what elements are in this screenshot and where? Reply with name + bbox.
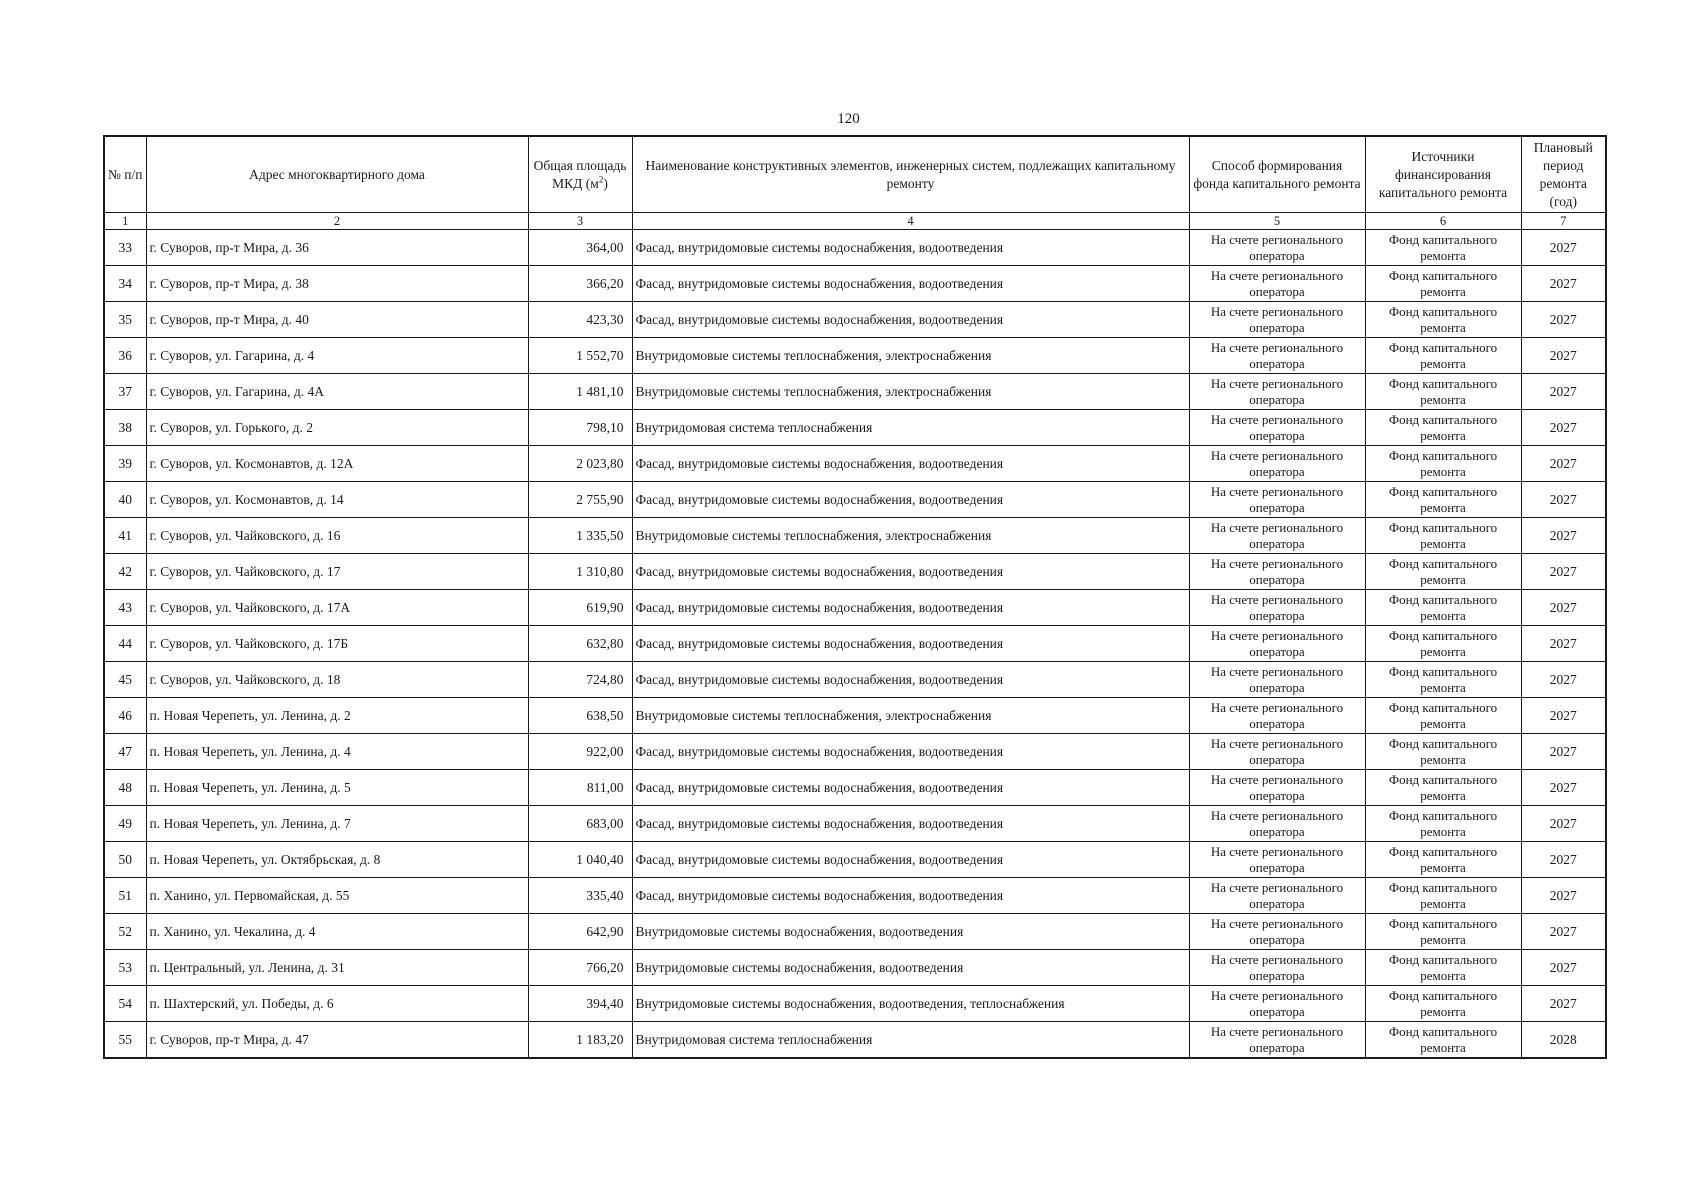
row-address: г. Суворов, ул. Горького, д. 2 bbox=[146, 410, 528, 446]
table-row bbox=[104, 698, 1606, 734]
column-number: 7 bbox=[1521, 213, 1606, 230]
column-number: 2 bbox=[146, 213, 528, 230]
table-row bbox=[104, 734, 1606, 770]
row-elements: Фасад, внутридомовые системы водоснабжения, водоотведения bbox=[632, 302, 1189, 338]
row-source: Фонд капитального ремонта bbox=[1365, 554, 1521, 590]
row-address: г. Суворов, пр-т Мира, д. 38 bbox=[146, 266, 528, 302]
row-year: 2028 bbox=[1521, 1022, 1606, 1059]
row-address: п. Ханино, ул. Чекалина, д. 4 bbox=[146, 914, 528, 950]
header-method: Способ формирования фонда капитального ремонта bbox=[1189, 136, 1365, 213]
row-method: На счете регионального оператора bbox=[1189, 482, 1365, 518]
header-area-close: ) bbox=[603, 175, 608, 191]
row-number: 35 bbox=[104, 302, 146, 338]
row-method: На счете регионального оператора bbox=[1189, 914, 1365, 950]
row-area: 1 040,40 bbox=[528, 842, 632, 878]
row-number: 55 bbox=[104, 1022, 146, 1059]
row-method: На счете регионального оператора bbox=[1189, 626, 1365, 662]
row-year: 2027 bbox=[1521, 410, 1606, 446]
row-method: На счете регионального оператора bbox=[1189, 878, 1365, 914]
row-source: Фонд капитального ремонта bbox=[1365, 446, 1521, 482]
row-year: 2027 bbox=[1521, 734, 1606, 770]
row-source: Фонд капитального ремонта bbox=[1365, 230, 1521, 266]
row-number: 42 bbox=[104, 554, 146, 590]
header-address: Адрес многоквартирного дома bbox=[146, 136, 528, 213]
row-method: На счете регионального оператора bbox=[1189, 266, 1365, 302]
row-address: г. Суворов, пр-т Мира, д. 47 bbox=[146, 1022, 528, 1059]
row-elements: Внутридомовая система теплоснабжения bbox=[632, 1022, 1189, 1059]
row-address: г. Суворов, ул. Космонавтов, д. 14 bbox=[146, 482, 528, 518]
row-number: 33 bbox=[104, 230, 146, 266]
row-method: На счете регионального оператора bbox=[1189, 302, 1365, 338]
row-number: 49 bbox=[104, 806, 146, 842]
row-method: На счете регионального оператора bbox=[1189, 230, 1365, 266]
table-row bbox=[104, 1022, 1606, 1059]
row-area: 632,80 bbox=[528, 626, 632, 662]
row-address: п. Новая Черепеть, ул. Ленина, д. 4 bbox=[146, 734, 528, 770]
row-elements: Фасад, внутридомовые системы водоснабжения, водоотведения bbox=[632, 266, 1189, 302]
repair-register-table bbox=[103, 135, 1607, 1059]
row-area: 638,50 bbox=[528, 698, 632, 734]
column-number: 3 bbox=[528, 213, 632, 230]
row-number: 34 bbox=[104, 266, 146, 302]
row-address: г. Суворов, ул. Чайковского, д. 17 bbox=[146, 554, 528, 590]
row-area: 1 183,20 bbox=[528, 1022, 632, 1059]
row-address: п. Новая Черепеть, ул. Ленина, д. 2 bbox=[146, 698, 528, 734]
row-year: 2027 bbox=[1521, 338, 1606, 374]
row-elements: Внутридомовые системы теплоснабжения, электроснабжения bbox=[632, 374, 1189, 410]
row-area: 619,90 bbox=[528, 590, 632, 626]
row-area: 766,20 bbox=[528, 950, 632, 986]
row-year: 2027 bbox=[1521, 878, 1606, 914]
row-source: Фонд капитального ремонта bbox=[1365, 302, 1521, 338]
row-area: 366,20 bbox=[528, 266, 632, 302]
row-elements: Фасад, внутридомовые системы водоснабжения, водоотведения bbox=[632, 878, 1189, 914]
table-row bbox=[104, 662, 1606, 698]
row-number: 50 bbox=[104, 842, 146, 878]
row-address: п. Шахтерский, ул. Победы, д. 6 bbox=[146, 986, 528, 1022]
table-row bbox=[104, 482, 1606, 518]
row-source: Фонд капитального ремонта bbox=[1365, 626, 1521, 662]
row-number: 39 bbox=[104, 446, 146, 482]
table-row bbox=[104, 986, 1606, 1022]
row-year: 2027 bbox=[1521, 950, 1606, 986]
row-elements: Фасад, внутридомовые системы водоснабжения, водоотведения bbox=[632, 626, 1189, 662]
row-source: Фонд капитального ремонта bbox=[1365, 374, 1521, 410]
row-address: г. Суворов, пр-т Мира, д. 40 bbox=[146, 302, 528, 338]
row-source: Фонд капитального ремонта bbox=[1365, 842, 1521, 878]
header-area-text: Общая площадь МКД (м bbox=[533, 157, 627, 191]
row-method: На счете регионального оператора bbox=[1189, 374, 1365, 410]
header-source: Источники финансирования капитального ремонта bbox=[1365, 136, 1521, 213]
row-elements: Фасад, внутридомовые системы водоснабжения, водоотведения bbox=[632, 230, 1189, 266]
row-area: 335,40 bbox=[528, 878, 632, 914]
table-row bbox=[104, 878, 1606, 914]
row-address: г. Суворов, ул. Гагарина, д. 4 bbox=[146, 338, 528, 374]
row-elements: Фасад, внутридомовые системы водоснабжения, водоотведения bbox=[632, 806, 1189, 842]
table-row bbox=[104, 950, 1606, 986]
row-method: На счете регионального оператора bbox=[1189, 518, 1365, 554]
table-header bbox=[104, 136, 1606, 230]
column-number: 1 bbox=[104, 213, 146, 230]
row-source: Фонд капитального ремонта bbox=[1365, 482, 1521, 518]
row-source: Фонд капитального ремонта bbox=[1365, 1022, 1521, 1059]
row-number: 54 bbox=[104, 986, 146, 1022]
row-method: На счете регионального оператора bbox=[1189, 590, 1365, 626]
row-elements: Внутридомовые системы теплоснабжения, электроснабжения bbox=[632, 698, 1189, 734]
row-year: 2027 bbox=[1521, 806, 1606, 842]
row-source: Фонд капитального ремонта bbox=[1365, 698, 1521, 734]
row-area: 364,00 bbox=[528, 230, 632, 266]
header-elements: Наименование конструктивных элементов, инженерных систем, подлежащих капитальному ремонту bbox=[632, 136, 1189, 213]
row-area: 922,00 bbox=[528, 734, 632, 770]
row-method: На счете регионального оператора bbox=[1189, 410, 1365, 446]
row-year: 2027 bbox=[1521, 986, 1606, 1022]
row-year: 2027 bbox=[1521, 842, 1606, 878]
row-year: 2027 bbox=[1521, 518, 1606, 554]
row-elements: Фасад, внутридомовые системы водоснабжения, водоотведения bbox=[632, 482, 1189, 518]
row-year: 2027 bbox=[1521, 698, 1606, 734]
header-num: № п/п bbox=[104, 136, 146, 213]
row-source: Фонд капитального ремонта bbox=[1365, 986, 1521, 1022]
row-area: 1 310,80 bbox=[528, 554, 632, 590]
column-number-row bbox=[104, 213, 1606, 230]
row-method: На счете регионального оператора bbox=[1189, 698, 1365, 734]
row-method: На счете регионального оператора bbox=[1189, 950, 1365, 986]
row-year: 2027 bbox=[1521, 914, 1606, 950]
table-row bbox=[104, 266, 1606, 302]
row-number: 37 bbox=[104, 374, 146, 410]
row-method: На счете регионального оператора bbox=[1189, 734, 1365, 770]
header-area-sup: 2 bbox=[598, 174, 604, 184]
row-elements: Фасад, внутридомовые системы водоснабжения, водоотведения bbox=[632, 770, 1189, 806]
row-source: Фонд капитального ремонта bbox=[1365, 806, 1521, 842]
row-area: 811,00 bbox=[528, 770, 632, 806]
row-source: Фонд капитального ремонта bbox=[1365, 338, 1521, 374]
row-source: Фонд капитального ремонта bbox=[1365, 950, 1521, 986]
row-elements: Внутридомовые системы водоснабжения, водоотведения bbox=[632, 950, 1189, 986]
header-period: Плановый период ремонта (год) bbox=[1521, 136, 1606, 213]
row-number: 38 bbox=[104, 410, 146, 446]
row-address: п. Новая Черепеть, ул. Октябрьская, д. 8 bbox=[146, 842, 528, 878]
row-source: Фонд капитального ремонта bbox=[1365, 734, 1521, 770]
row-area: 798,10 bbox=[528, 410, 632, 446]
row-method: На счете регионального оператора bbox=[1189, 770, 1365, 806]
row-number: 40 bbox=[104, 482, 146, 518]
row-elements: Внутридомовые системы теплоснабжения, электроснабжения bbox=[632, 338, 1189, 374]
row-number: 44 bbox=[104, 626, 146, 662]
row-area: 1 552,70 bbox=[528, 338, 632, 374]
row-number: 41 bbox=[104, 518, 146, 554]
row-number: 52 bbox=[104, 914, 146, 950]
row-address: п. Ханино, ул. Первомайская, д. 55 bbox=[146, 878, 528, 914]
row-method: На счете регионального оператора bbox=[1189, 806, 1365, 842]
row-area: 1 481,10 bbox=[528, 374, 632, 410]
column-number: 4 bbox=[632, 213, 1189, 230]
row-number: 36 bbox=[104, 338, 146, 374]
table-row bbox=[104, 914, 1606, 950]
row-number: 53 bbox=[104, 950, 146, 986]
column-number: 5 bbox=[1189, 213, 1365, 230]
row-year: 2027 bbox=[1521, 554, 1606, 590]
row-number: 45 bbox=[104, 662, 146, 698]
column-number: 6 bbox=[1365, 213, 1521, 230]
row-source: Фонд капитального ремонта bbox=[1365, 410, 1521, 446]
row-source: Фонд капитального ремонта bbox=[1365, 590, 1521, 626]
row-address: г. Суворов, ул. Чайковского, д. 17Б bbox=[146, 626, 528, 662]
row-source: Фонд капитального ремонта bbox=[1365, 770, 1521, 806]
row-address: п. Новая Черепеть, ул. Ленина, д. 7 bbox=[146, 806, 528, 842]
row-year: 2027 bbox=[1521, 446, 1606, 482]
row-area: 2 023,80 bbox=[528, 446, 632, 482]
table-row bbox=[104, 770, 1606, 806]
table-row bbox=[104, 446, 1606, 482]
table-row bbox=[104, 590, 1606, 626]
row-year: 2027 bbox=[1521, 770, 1606, 806]
table-row bbox=[104, 806, 1606, 842]
table-body bbox=[104, 230, 1606, 1059]
row-address: г. Суворов, ул. Чайковского, д. 18 bbox=[146, 662, 528, 698]
table-row bbox=[104, 554, 1606, 590]
row-source: Фонд капитального ремонта bbox=[1365, 266, 1521, 302]
row-method: На счете регионального оператора bbox=[1189, 986, 1365, 1022]
row-elements: Фасад, внутридомовые системы водоснабжения, водоотведения bbox=[632, 590, 1189, 626]
row-method: На счете регионального оператора bbox=[1189, 1022, 1365, 1059]
row-address: г. Суворов, ул. Чайковского, д. 16 bbox=[146, 518, 528, 554]
row-number: 46 bbox=[104, 698, 146, 734]
table-row bbox=[104, 302, 1606, 338]
row-method: На счете регионального оператора bbox=[1189, 446, 1365, 482]
row-number: 51 bbox=[104, 878, 146, 914]
row-address: п. Новая Черепеть, ул. Ленина, д. 5 bbox=[146, 770, 528, 806]
row-method: На счете регионального оператора bbox=[1189, 662, 1365, 698]
row-address: г. Суворов, пр-т Мира, д. 36 bbox=[146, 230, 528, 266]
row-elements: Фасад, внутридомовые системы водоснабжения, водоотведения bbox=[632, 734, 1189, 770]
row-year: 2027 bbox=[1521, 266, 1606, 302]
header-row bbox=[104, 136, 1606, 213]
table-row bbox=[104, 518, 1606, 554]
row-number: 48 bbox=[104, 770, 146, 806]
row-elements: Внутридомовые системы теплоснабжения, электроснабжения bbox=[632, 518, 1189, 554]
row-address: п. Центральный, ул. Ленина, д. 31 bbox=[146, 950, 528, 986]
row-source: Фонд капитального ремонта bbox=[1365, 518, 1521, 554]
row-elements: Фасад, внутридомовые системы водоснабжения, водоотведения bbox=[632, 662, 1189, 698]
row-area: 2 755,90 bbox=[528, 482, 632, 518]
row-elements: Фасад, внутридомовые системы водоснабжения, водоотведения bbox=[632, 842, 1189, 878]
row-year: 2027 bbox=[1521, 482, 1606, 518]
row-method: На счете регионального оператора bbox=[1189, 338, 1365, 374]
row-elements: Фасад, внутридомовые системы водоснабжения, водоотведения bbox=[632, 554, 1189, 590]
row-year: 2027 bbox=[1521, 662, 1606, 698]
table-row bbox=[104, 410, 1606, 446]
row-area: 683,00 bbox=[528, 806, 632, 842]
row-address: г. Суворов, ул. Гагарина, д. 4А bbox=[146, 374, 528, 410]
row-year: 2027 bbox=[1521, 590, 1606, 626]
row-year: 2027 bbox=[1521, 374, 1606, 410]
header-area bbox=[528, 136, 632, 213]
table-row bbox=[104, 338, 1606, 374]
row-elements: Фасад, внутридомовые системы водоснабжения, водоотведения bbox=[632, 446, 1189, 482]
row-method: На счете регионального оператора bbox=[1189, 554, 1365, 590]
table-row bbox=[104, 842, 1606, 878]
row-elements: Внутридомовые системы водоснабжения, водоотведения, теплоснабжения bbox=[632, 986, 1189, 1022]
row-number: 43 bbox=[104, 590, 146, 626]
row-area: 1 335,50 bbox=[528, 518, 632, 554]
row-elements: Внутридомовая система теплоснабжения bbox=[632, 410, 1189, 446]
row-source: Фонд капитального ремонта bbox=[1365, 878, 1521, 914]
row-method: На счете регионального оператора bbox=[1189, 842, 1365, 878]
row-address: г. Суворов, ул. Чайковского, д. 17А bbox=[146, 590, 528, 626]
row-elements: Внутридомовые системы водоснабжения, водоотведения bbox=[632, 914, 1189, 950]
table-row bbox=[104, 230, 1606, 266]
row-source: Фонд капитального ремонта bbox=[1365, 662, 1521, 698]
row-year: 2027 bbox=[1521, 302, 1606, 338]
table-row bbox=[104, 374, 1606, 410]
page-number: 120 bbox=[837, 111, 860, 127]
row-area: 423,30 bbox=[528, 302, 632, 338]
row-number: 47 bbox=[104, 734, 146, 770]
row-area: 642,90 bbox=[528, 914, 632, 950]
row-year: 2027 bbox=[1521, 230, 1606, 266]
row-address: г. Суворов, ул. Космонавтов, д. 12А bbox=[146, 446, 528, 482]
row-area: 394,40 bbox=[528, 986, 632, 1022]
table-row bbox=[104, 626, 1606, 662]
row-year: 2027 bbox=[1521, 626, 1606, 662]
row-area: 724,80 bbox=[528, 662, 632, 698]
row-source: Фонд капитального ремонта bbox=[1365, 914, 1521, 950]
